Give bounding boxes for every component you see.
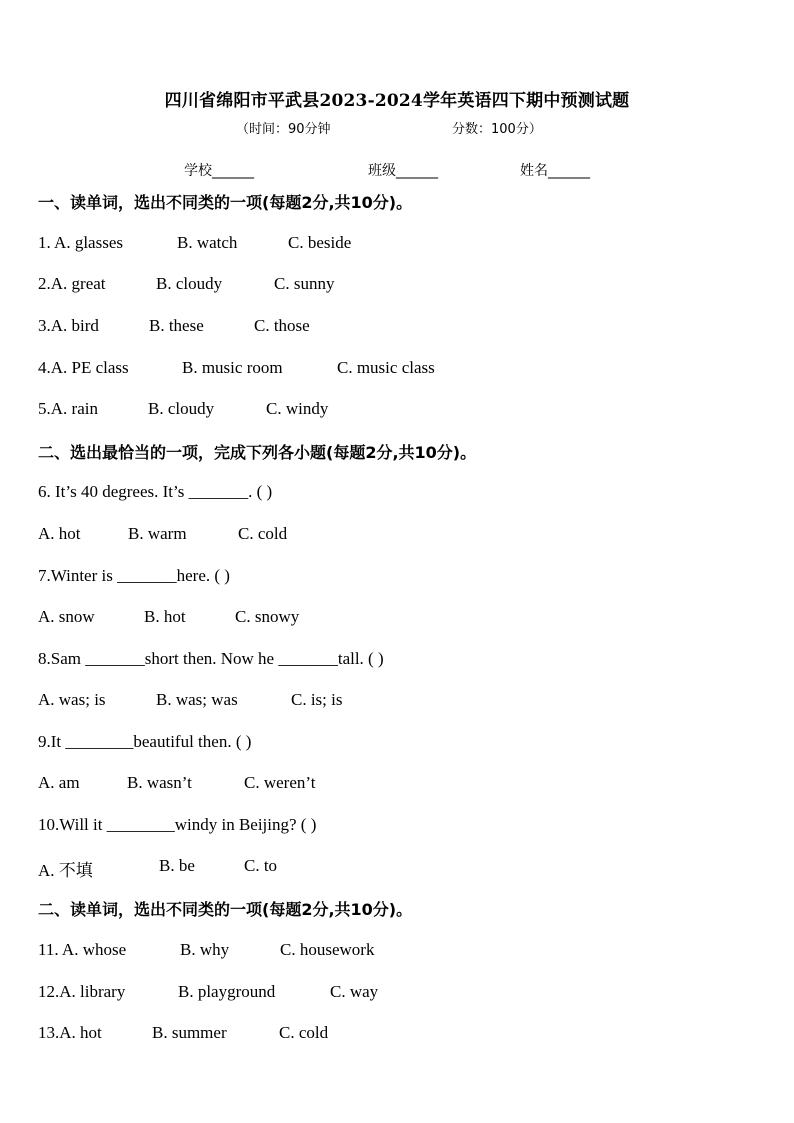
option-c: C. beside	[288, 233, 352, 252]
question-text: 10.Will it ________windy in Beijing? ( )	[38, 815, 317, 834]
option-b: B. warm	[128, 524, 187, 543]
class-field: 班级______	[368, 163, 438, 179]
option-a: A. am	[38, 773, 80, 792]
section-heading-3: 二、读单词，选出不同类的一项(每题2分,共10分)。	[38, 900, 413, 919]
option-a: 2.A. great	[38, 274, 106, 293]
exam-score: 分数：100分）	[452, 122, 542, 137]
option-a: 11. A. whose	[38, 940, 127, 959]
option-c: C. to	[244, 856, 278, 875]
option-a: 1. A. glasses	[38, 233, 123, 252]
option-a: A. hot	[38, 524, 81, 543]
option-b: B. these	[149, 316, 204, 335]
option-c: C. cold	[238, 524, 288, 543]
question-text: 8.Sam _______short then. Now he _______tall. ( )	[38, 649, 384, 668]
option-c: C. cold	[279, 1023, 329, 1042]
question-text: 6. It’s 40 degrees. It’s _______. ( )	[38, 482, 273, 501]
option-a: A. was; is	[38, 690, 106, 709]
option-c: C. sunny	[274, 274, 335, 293]
option-c: C. snowy	[235, 607, 300, 626]
option-a: A. snow	[38, 607, 95, 626]
name-field: 姓名______	[520, 163, 590, 179]
section-heading-1: 一、读单词，选出不同类的一项(每题2分,共10分)。	[38, 193, 413, 212]
option-a: 5.A. rain	[38, 399, 98, 418]
option-a: A. 不填	[38, 861, 93, 880]
option-a: 4.A. PE class	[38, 358, 129, 377]
option-b: B. playground	[178, 982, 276, 1001]
option-b: B. cloudy	[156, 274, 223, 293]
option-b: B. summer	[152, 1023, 227, 1042]
exam-time: （时间：90分钟	[236, 122, 331, 137]
option-c: C. those	[254, 316, 310, 335]
option-a: 13.A. hot	[38, 1023, 102, 1042]
option-b: B. cloudy	[148, 399, 215, 418]
option-b: B. watch	[177, 233, 238, 252]
option-c: C. housework	[280, 940, 375, 959]
option-c: C. is; is	[291, 690, 343, 709]
option-b: B. hot	[144, 607, 186, 626]
section-heading-2: 二、选出最恰当的一项，完成下列各小题(每题2分,共10分)。	[38, 443, 477, 462]
option-b: B. why	[180, 940, 230, 959]
question-text: 7.Winter is _______here. ( )	[38, 566, 230, 585]
option-a: 12.A. library	[38, 982, 126, 1001]
option-b: B. was; was	[156, 690, 238, 709]
page-title: 四川省绵阳市平武县2023-2024学年英语四下期中预测试题	[164, 91, 630, 111]
option-c: C. way	[330, 982, 379, 1001]
option-c: C. windy	[266, 399, 329, 418]
option-b: B. wasn’t	[127, 773, 192, 792]
option-b: B. be	[159, 856, 195, 875]
school-field: 学校______	[184, 163, 254, 179]
option-c: C. music class	[337, 358, 435, 377]
option-b: B. music room	[182, 358, 283, 377]
option-a: 3.A. bird	[38, 316, 99, 335]
question-text: 9.It ________beautiful then. ( )	[38, 732, 252, 751]
option-c: C. weren’t	[244, 773, 316, 792]
